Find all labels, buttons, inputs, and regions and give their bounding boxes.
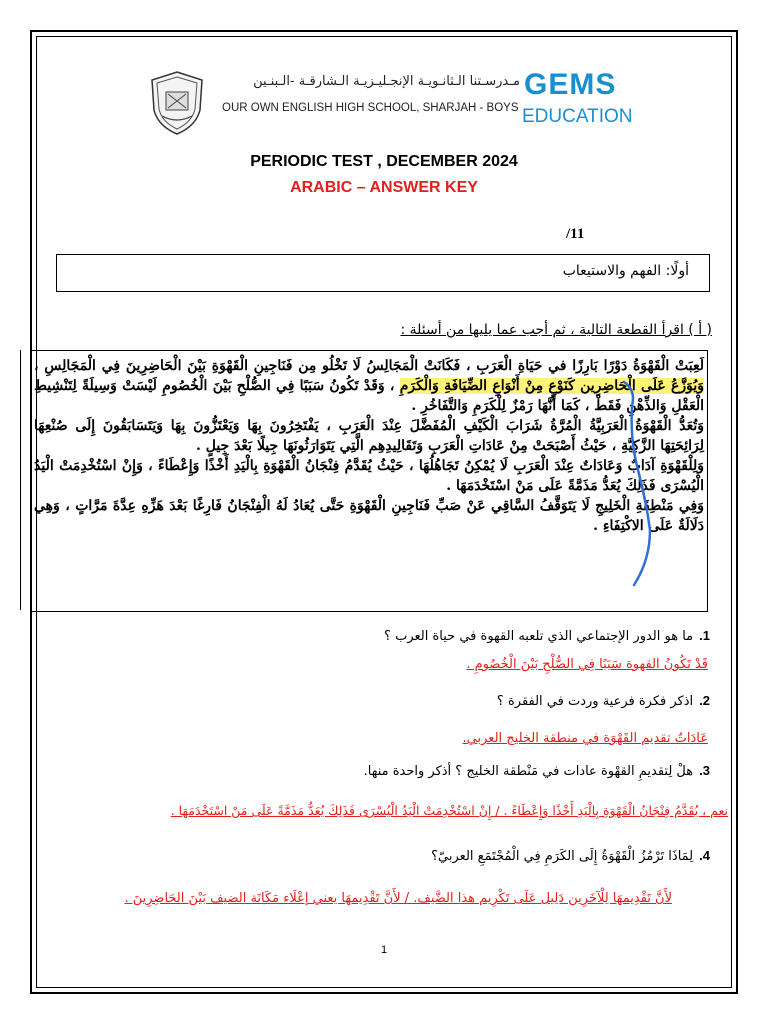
answer-4: لأَنَّ تَقْدِيمهَا لِلْآخَرِين دَلِيل عَلَى تَكْرِيم هذا الضَّيف. / لأَنَّ تَقْدِيمهَا يعني إعْلَاء مَكَانَة الضيف بَيْنَ الحَاضِرِينَ . — [124, 891, 672, 906]
page-number: 1 — [380, 944, 388, 956]
answer-3: نعم ، يُقَدَّمُ فِنْجَانُ الْقَهْوَةِ بِالْيَدِ أَخْذًا وَإِعْطَاءً . / إِنْ اسْتُخْدِمَتْ الْيَدُ الْيُسْرَى فَذَلِكَ يُعَدُّ مَذَمَّةً عَلَى مَنْ اسْتَخْدَمَهَا . — [170, 803, 728, 818]
question-number: 3. — [699, 763, 710, 778]
question-number: 4. — [699, 848, 710, 863]
gems-logo-text: GEMS — [524, 68, 617, 101]
question-3 — [364, 763, 710, 779]
question-1 — [384, 628, 710, 644]
passage-paragraph-3: وَلِلْقَهْوَةِ آدَابٌ وَعَادَاتٌ عِنْدَ الْعَرَبِ لَا يُمْكِنُ تَجَاهُلُهَا ، حَيْثُ يُقَدَّمُ فِنْجَانُ الْقَهْوَةِ بِالْيَدِ أَخْذًا وَإِعْطَاءً ، وَإِنْ اسْتُخْدِمَتْ الْيَدُ الْيُسْرَى فَذَلِكَ يُعَدُّ مَذَمَّةً عَلَى مَنْ اسْتَخْدَمَهَا . — [34, 458, 704, 494]
test-title: PERIODIC TEST , DECEMBER 2024 — [250, 153, 518, 170]
passage-paragraph-4: وَفِي مَنْطِقَةِ الْخَلِيجِ لَا يَتَوَقَّفُ السَّاقِي عَنْ صَبِّ فَنَاجِينِ الْقَهْوَةِ حَتَّى يُعَادُ لَهُ الْفِنْجَانُ فَارِغًا بَعْدَ هَزِّهِ عِدَّةَ مَرَّاتٍ ، وَهِي دَلَالَةٌ عَلَى الاكْتِفَاءِ . — [34, 498, 704, 534]
answer-1: قَدْ تَكُونُ القهوة سَبَبًا فِي الصُّلْحِ بَيْنَ الْخُصُومِ . — [466, 657, 708, 672]
school-crest-logo — [148, 70, 206, 136]
passage-text: ، وَقَدْ تَكُونُ سَبَبًا فِي الصُّلْحِ بَيْنَ الْخُصُومِ لَيْسَتْ وَسِيلَةً لِتَنْشِيطِ الْعَقْلِ وَالذِّهْنِ فَقَطْ ، كَمَا أَنَّهَا رَمْزٌ لِلْكَرَمِ وَالتَّفَاخُرِ . — [34, 378, 704, 414]
section-title: أولًا: الفهم والاستيعاب — [562, 263, 689, 279]
question-text: اذكر فكرة فرعية وردت في الفقرة ؟ — [496, 694, 694, 709]
answer-2: عَادَاتٌ تقديم القَهْوَة في منطقة الخليج العربي. — [462, 731, 708, 746]
question-text: هلْ لِتقديمِ القهْوة عادات في مَنْطقة الخليج ؟ أذكر واحدة منها. — [363, 764, 694, 779]
school-name-arabic: مـدرسـتنا الـثانـويـة الإنجـليـزيـة الـشارقـة -الـبنـين — [253, 74, 520, 89]
section-header-box — [56, 254, 710, 292]
question-number: 2. — [699, 693, 710, 708]
reading-instruction: ( أ ) اقرأ القطعة التالية ، ثم أجب عما يليها من أسئلة : — [400, 322, 712, 338]
pen-annotation-line — [610, 380, 670, 590]
passage-paragraph-2: وَتُعَدُّ الْقَهْوَةُ الْعَرَبِيَّةُ الْمُرَّةُ شَرَابَ الْكَيْفِ الْمُفَضَّلَ عِنْدَ الْعَرَبِ ، يَفْتَخِرُونَ بِهَا وَيَعْتَزُّونَ بِهَا وَيَتَسَابَقُونَ إِلَى صُنْعِهَا لِرَائِحَتِهَا الزَّكِيَّةِ ، حَيْثُ أَصْبَحَتْ مِنْ عَادَاتِ الْعَرَبِ وَتَقَالِيدِهِم الَّتِي يَتَوَارَثُونَهَا جِيلًا بَعْدَ جِيلٍ . — [34, 418, 704, 454]
school-name-english: OUR OWN ENGLISH HIGH SCHOOL, SHARJAH - BOYS — [222, 102, 519, 114]
passage-text: لَعِبَتْ الْقَهْوَةُ دَوْرًا بَارِزًا في حَيَاةِ الْعَرَبِ ، فَكَانَتْ الْمَجَالِسُ لَا تَخْلُو مِن فَنَاجِينِ الْقَهْوَةِ بَيْنَ الْحَاضِرِينَ فِي الْمَجَالِسِ ، — [34, 358, 704, 374]
test-subtitle: ARABIC – ANSWER KEY — [290, 179, 478, 196]
highlighted-text: وَيُوَزَّعُ عَلَى الْحَاضِرِين كَنَوْعٍ مِنْ أَنْوَاعِ الضِّيَافَةِ وَالْكَرَمِ — [399, 378, 704, 394]
question-number: 1. — [699, 628, 710, 643]
passage-paragraph-1 — [34, 356, 704, 416]
total-marks: /11 — [566, 226, 585, 242]
question-2 — [497, 693, 710, 709]
margin-rule — [20, 350, 21, 610]
question-text: ما هو الدور الإجتماعي الذي تلعبه القهوة في حياة العرب ؟ — [384, 629, 694, 644]
question-4 — [431, 848, 710, 864]
education-logo-text: EDUCATION — [522, 106, 633, 127]
question-text: لِمَاذَا تَرْمُزُ الْقَهْوَةُ إِلَى الكَرَمِ فِي الْمُجْتَمَعِ العربيّ؟ — [431, 849, 694, 864]
reading-passage — [34, 356, 704, 536]
